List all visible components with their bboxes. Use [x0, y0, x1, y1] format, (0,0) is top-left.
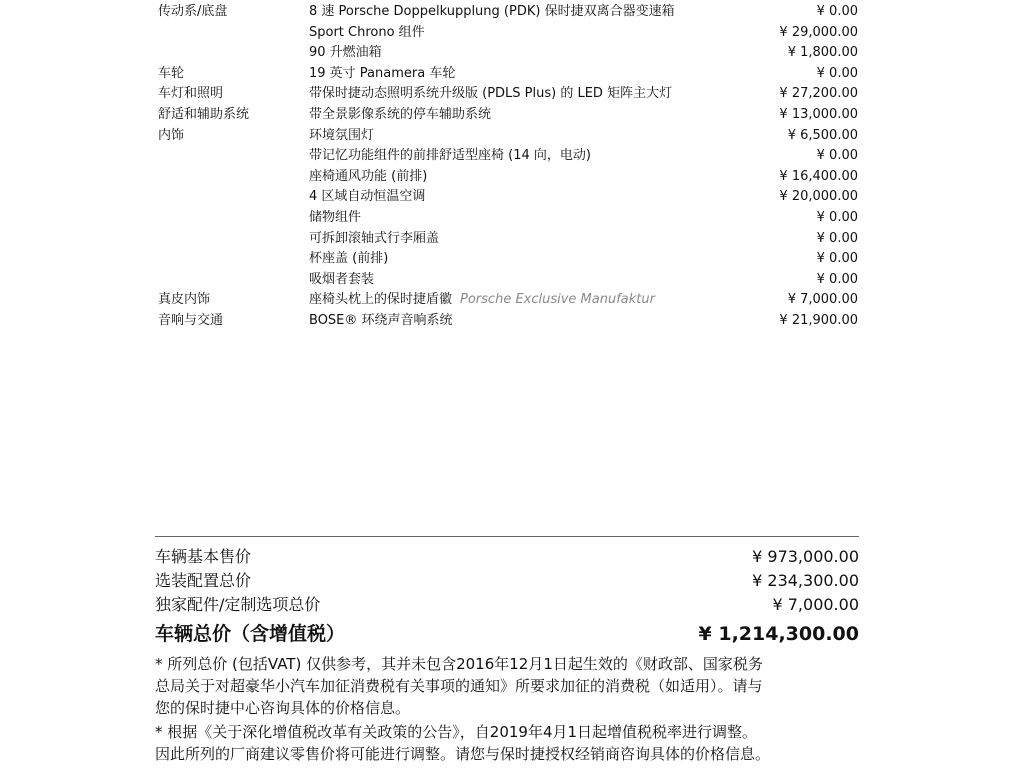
- options-total-label: 选装配置总价: [155, 571, 252, 590]
- spec-row: [158, 126, 858, 147]
- exclusive-total-value: ¥ 7,000.00: [772, 595, 859, 614]
- grand-total-value: ¥ 1,214,300.00: [698, 623, 859, 645]
- spec-item-text: 19 英寸 Panamera 车轮: [309, 65, 456, 81]
- grand-total-row: [155, 619, 859, 649]
- spec-item: [309, 229, 447, 250]
- footnote-line: 您的保时捷中心咨询具体的价格信息。: [155, 699, 411, 717]
- spec-item: [309, 105, 499, 126]
- spec-row: [158, 23, 858, 44]
- spec-row: [158, 208, 858, 229]
- spec-row: [158, 270, 858, 291]
- spec-item-text: 带全景影像系统的停车辅助系统: [309, 106, 492, 122]
- spec-row: [158, 84, 858, 105]
- price-totals: [155, 545, 859, 649]
- spec-price: ¥ 27,200.00: [779, 86, 858, 102]
- spec-item-text: 带记忆功能组件的前排舒适型座椅 (14 向，电动): [309, 148, 591, 164]
- spec-price: ¥ 0.00: [816, 230, 858, 246]
- spec-item-text: BOSE® 环绕声音响系统: [309, 312, 453, 328]
- spec-row: [158, 249, 858, 270]
- spec-row: [158, 311, 858, 332]
- spec-row: [158, 105, 858, 126]
- options-spec-table: [158, 2, 858, 332]
- exclusive-total-label: 独家配件/定制选项总价: [155, 595, 321, 614]
- spec-item-text: 90 升燃油箱: [309, 45, 382, 61]
- spec-item-text: 8 速 Porsche Doppelkupplung (PDK) 保时捷双离合器变速箱: [309, 4, 675, 19]
- spec-item: [309, 64, 463, 85]
- spec-price: ¥ 13,000.00: [779, 106, 858, 122]
- spec-item: [309, 2, 683, 23]
- spec-category: 车轮: [158, 65, 185, 81]
- spec-category: 传动系/底盘: [158, 4, 228, 19]
- base-price-label: 车辆基本售价: [155, 547, 252, 566]
- footnote-consumption-tax: [155, 653, 865, 719]
- spec-item: [309, 126, 382, 147]
- spec-price: ¥ 0.00: [816, 271, 858, 287]
- spec-item-text: 带保时捷动态照明系统升级版 (PDLS Plus) 的 LED 矩阵主大灯: [309, 86, 673, 102]
- spec-item-text: 储物组件: [309, 209, 362, 225]
- spec-price: ¥ 20,000.00: [779, 189, 858, 205]
- spec-price: ¥ 7,000.00: [787, 292, 858, 308]
- spec-category: 舒适和辅助系统: [158, 106, 250, 122]
- spec-row: [158, 2, 858, 23]
- spec-category: 音响与交通: [158, 312, 224, 328]
- totals-divider: [155, 536, 859, 537]
- footnotes: [155, 653, 865, 767]
- footnote-line: 因此所列的厂商建议零售价将可能进行调整。请您与保时捷授权经销商咨询具体的价格信息。: [155, 745, 771, 763]
- spec-row: [158, 229, 858, 250]
- spec-item: [309, 43, 390, 64]
- spec-row: [158, 187, 858, 208]
- options-total-value: ¥ 234,300.00: [752, 571, 859, 590]
- options-total-row: [155, 569, 859, 593]
- spec-price: ¥ 0.00: [816, 209, 858, 225]
- spec-price: ¥ 0.00: [816, 148, 858, 164]
- spec-category: 内饰: [158, 127, 185, 143]
- spec-row: [158, 290, 858, 311]
- spec-item: [309, 84, 680, 105]
- spec-price: ¥ 0.00: [816, 65, 858, 81]
- spec-item-text: 杯座盖 (前排): [309, 251, 389, 267]
- spec-item: [309, 146, 599, 167]
- spec-item-text: Sport Chrono 组件: [309, 24, 425, 40]
- spec-item: [309, 208, 369, 229]
- spec-price: ¥ 16,400.00: [779, 168, 858, 184]
- exclusive-total-row: [155, 593, 859, 617]
- spec-price: ¥ 29,000.00: [779, 24, 858, 40]
- spec-item-text: 环境氛围灯: [309, 127, 375, 143]
- spec-item: [309, 311, 461, 332]
- spec-item: [309, 167, 435, 188]
- spec-item: [309, 249, 396, 270]
- spec-price: ¥ 0.00: [816, 251, 858, 267]
- grand-total-label: 车辆总价（含增值税）: [155, 623, 346, 645]
- spec-price: ¥ 1,800.00: [787, 45, 858, 61]
- spec-price: ¥ 0.00: [816, 4, 858, 19]
- spec-price: ¥ 6,500.00: [787, 127, 858, 143]
- footnote-line: * 所列总价 (包括VAT) 仅供参考，其并未包含2016年12月1日起生效的《财政部、国家税务: [155, 655, 763, 673]
- spec-item-text: 座椅头枕上的保时捷盾徽: [309, 292, 453, 308]
- spec-item-text: 可拆卸滚轴式行李厢盖: [309, 230, 440, 246]
- spec-row: [158, 146, 858, 167]
- base-price-row: [155, 545, 859, 569]
- spec-item: [309, 187, 433, 208]
- spec-item-note: Porsche Exclusive Manufaktur: [460, 292, 655, 308]
- spec-item: [309, 270, 382, 291]
- footnote-line: 总局关于对超豪华小汽车加征消费税有关事项的通知》所要求加征的消费税（如适用）。请与: [155, 677, 763, 695]
- spec-item-text: 4 区域自动恒温空调: [309, 189, 426, 205]
- spec-category: 真皮内饰: [158, 292, 211, 308]
- footnote-vat-reform: [155, 721, 865, 765]
- spec-row: [158, 43, 858, 64]
- spec-price: ¥ 21,900.00: [779, 312, 858, 328]
- spec-row: [158, 64, 858, 85]
- spec-item-text: 吸烟者套装: [309, 271, 375, 287]
- footnote-line: * 根据《关于深化增值税改革有关政策的公告》，自2019年4月1日起增值税税率进行调整。: [155, 723, 758, 741]
- spec-row: [158, 167, 858, 188]
- spec-item: [309, 290, 655, 311]
- base-price-value: ¥ 973,000.00: [752, 547, 859, 566]
- spec-category: 车灯和照明: [158, 86, 224, 102]
- spec-item-text: 座椅通风功能 (前排): [309, 168, 428, 184]
- spec-item: [309, 23, 433, 44]
